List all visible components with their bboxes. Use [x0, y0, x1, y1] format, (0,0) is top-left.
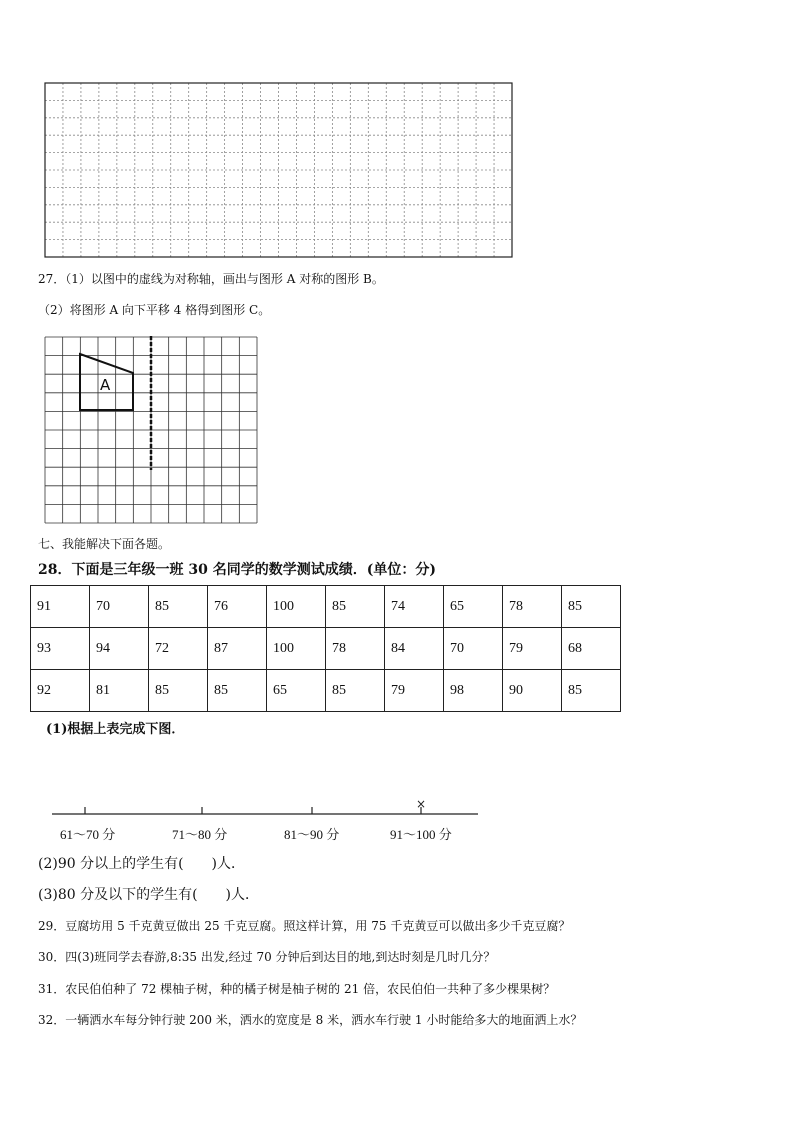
section-7-title: 七、我能解决下面各题。 — [38, 537, 171, 551]
table-cell: 85 — [149, 586, 208, 628]
table-cell: 70 — [444, 628, 503, 670]
table-cell: 76 — [208, 586, 267, 628]
question-28-sub3: (3)80 分及以下的学生有( )人． — [38, 887, 260, 903]
table-cell: 91 — [31, 586, 90, 628]
table-cell: 87 — [208, 628, 267, 670]
table-cell: 78 — [503, 586, 562, 628]
table-cell: 84 — [385, 628, 444, 670]
table-cell: 85 — [149, 670, 208, 712]
dotted-grid-top — [44, 82, 514, 258]
question-28-sub1: (1)根据上表完成下图． — [46, 722, 185, 737]
axis-label-71-80: 71～80 分 — [172, 827, 228, 842]
table-cell: 85 — [326, 586, 385, 628]
table-cell: 81 — [90, 670, 149, 712]
table-cell: 72 — [149, 628, 208, 670]
table-cell: 78 — [326, 628, 385, 670]
table-cell: 68 — [562, 628, 621, 670]
table-cell: 85 — [562, 586, 621, 628]
table-row — [31, 586, 621, 628]
axis-label-81-90: 81～90 分 — [284, 827, 340, 842]
question-28-sub2: (2)90 分以上的学生有( )人． — [38, 856, 246, 872]
question-28-title: 28．下面是三年级一班 30 名同学的数学测试成绩．(单位：分) — [38, 562, 436, 578]
table-cell: 93 — [31, 628, 90, 670]
score-axis — [52, 795, 482, 819]
table-cell: 85 — [326, 670, 385, 712]
table-cell: 74 — [385, 586, 444, 628]
table-cell: 85 — [562, 670, 621, 712]
table-cell: 90 — [503, 670, 562, 712]
table-cell: 100 — [267, 586, 326, 628]
table-cell: 65 — [267, 670, 326, 712]
table-cell: 70 — [90, 586, 149, 628]
question-31: 31．农民伯伯种了 72 棵柚子树，种的橘子树是柚子树的 21 倍，农民伯伯一共种了多少棵果树？ — [38, 982, 556, 996]
axis-label-61-70: 61～70 分 — [60, 827, 116, 842]
question-29: 29．豆腐坊用 5 千克黄豆做出 25 千克豆腐。照这样计算，用 75 千克黄豆可以做出多少千克豆腐？ — [38, 919, 571, 933]
scores-table — [30, 585, 621, 712]
question-27-part2: （2）将图形 A 向下平移 4 格得到图形 C。 — [38, 303, 271, 317]
shape-a-label: A — [100, 376, 111, 394]
table-cell: 79 — [385, 670, 444, 712]
question-27-part1: 27．（1）以图中的虚线为对称轴，画出与图形 A 对称的图形 B。 — [38, 272, 384, 286]
axis-label-91-100: 91～100 分 — [390, 827, 452, 842]
table-row — [31, 628, 621, 670]
table-cell: 94 — [90, 628, 149, 670]
question-30: 30．四(3)班同学去春游,8:35 出发,经过 70 分钟后到达目的地,到达时刻是几时几分？ — [38, 950, 496, 964]
table-cell: 98 — [444, 670, 503, 712]
table-row — [31, 670, 621, 712]
question-32: 32．一辆洒水车每分钟行驶 200 米，洒水的宽度是 8 米，洒水车行驶 1 小时能给多大的地面洒上水？ — [38, 1013, 583, 1027]
table-cell: 92 — [31, 670, 90, 712]
table-cell: 65 — [444, 586, 503, 628]
symmetry-grid — [44, 336, 258, 524]
table-cell: 100 — [267, 628, 326, 670]
axis-mark: × — [416, 797, 427, 811]
table-cell: 85 — [208, 670, 267, 712]
table-cell: 79 — [503, 628, 562, 670]
